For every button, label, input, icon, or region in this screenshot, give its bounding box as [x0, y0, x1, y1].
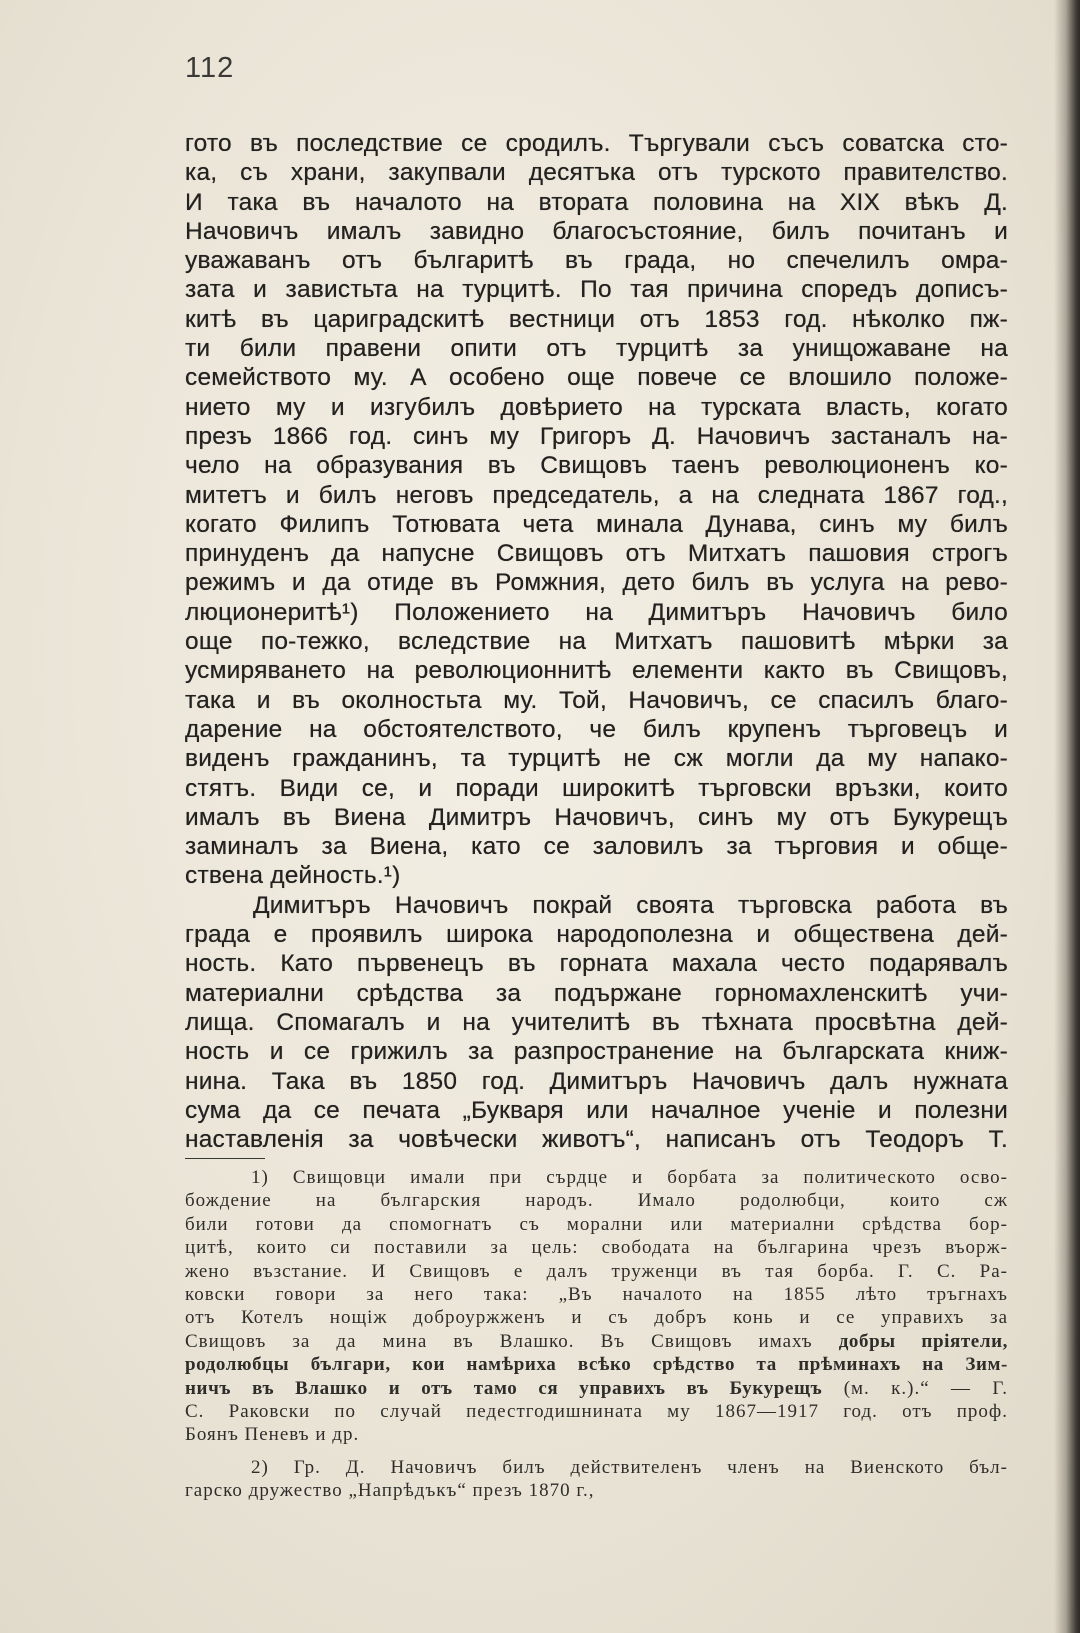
quoted-text: ничъ въ Влашко и отъ тамо ся управихъ въ Букурещъ: [185, 1377, 823, 1399]
body-line: ка, съ храни, закупвали десятъка отъ турското правителство.: [185, 159, 1008, 187]
footnote-line: били готови да спомогнатъ съ морални или материални срѣдства бор-: [185, 1213, 1008, 1235]
body-line: лища. Спомагалъ и на учителитѣ въ тѣхната просвѣтна дей-: [185, 1008, 1008, 1036]
body-line: И така въ началото на втората половина на XIX вѣкъ Д.: [185, 188, 1008, 216]
body-line: ность. Като първенецъ въ горната махала често подарявалъ: [185, 950, 1008, 978]
footnote-line: родолюбцы българи, кои намѣриха всѣко срѣдство та прѣминахъ на Зим-: [185, 1354, 1008, 1376]
footnote-line: цитѣ, които си поставили за цель: свободата на българина чрезъ въорж-: [185, 1237, 1008, 1259]
footnote-2: [185, 1456, 1008, 1503]
body-line: зата и завистьта на турцитѣ. По тая причина споредъ дописъ-: [185, 276, 1008, 304]
footnote-line: жено възстание. И Свищовъ е далъ труженци въ тая борба. Г. С. Ра-: [185, 1260, 1008, 1282]
body-line: принуденъ да напусне Свищовъ отъ Митхатъ пашовия строгъ: [185, 540, 1008, 568]
footnote-line: 1) Свищовци имали при сърдце и борбата за политическото осво-: [251, 1167, 1008, 1188]
footnote-line: Боянъ Пеневъ и др.: [185, 1424, 360, 1446]
body-line: още по-тежко, вследствие на Митхатъ пашовитѣ мѣрки за: [185, 628, 1008, 656]
footnote-text: (м. к.).“ — Г.: [822, 1377, 1008, 1399]
body-line: китѣ въ цариградскитѣ вестници отъ 1853 год. нѣколко пж-: [185, 305, 1008, 333]
body-line: ность и се грижилъ за разпространение на българската книж-: [185, 1038, 1008, 1066]
footnote-line: гарско дружество „Напрѣдъкъ“ презъ 1870 г.,: [185, 1480, 595, 1502]
footnote-line: [185, 1330, 1008, 1353]
body-line: люционеритѣ¹) Положението на Димитъръ Начовичъ било: [185, 598, 1008, 626]
page-edge-shadow: [1054, 0, 1080, 1633]
footnote-line: отъ Котелъ нощіж доброуржженъ и съ добръ конь и се управихъ за: [185, 1307, 1008, 1329]
body-line: гото въ последствие се сродилъ. Търгували съсъ соватска сто-: [185, 130, 1008, 157]
paragraph: [185, 129, 1008, 891]
body-line: нието му и изгубилъ довѣрието на турската власть, когато: [185, 393, 1008, 421]
footnote-line: [185, 1377, 1008, 1400]
footnote-text: Свищовъ за да мина въ Влашко. Въ Свищовъ имахъ: [185, 1330, 839, 1352]
body-line: сума да се печата „Букваря или началное ученіе и полезни: [185, 1096, 1008, 1124]
footnote-line: ковски говори за него така: „Въ началото на 1855 лѣто тръгнахъ: [185, 1283, 1008, 1305]
body-line: виденъ гражданинъ, та турцитѣ не сж могли да му напако-: [185, 745, 1008, 773]
body-line: когато Филипъ Тотювата чета минала Дунава, синъ му билъ: [185, 510, 1008, 538]
body-line: уважаванъ отъ българитѣ въ града, но спечелилъ омра-: [185, 247, 1008, 275]
footnote-rule: [185, 1158, 265, 1159]
body-line: режимъ и да отиде въ Ромжния, дето билъ въ услуга на рево-: [185, 569, 1008, 597]
footnote-line: бождение на българския народъ. Имало родолюбци, които сж: [185, 1190, 1008, 1212]
body-line: митетъ и билъ неговъ председатель, а на следната 1867 год.,: [185, 481, 1008, 509]
body-line: Начовичъ ималъ завидно благосъстояние, билъ почитанъ и: [185, 217, 1008, 245]
body-line: заминалъ за Виена, като се заловилъ за търговия и обще-: [185, 833, 1008, 861]
footnote-line: 2) Гр. Д. Начовичъ билъ действителенъ членъ на Виенското бъл-: [251, 1456, 1008, 1478]
body-line: материални срѣдства за подържане горномахленскитѣ учи-: [185, 979, 1008, 1007]
footnotes: [185, 1166, 1008, 1502]
footnote-line: С. Раковски по случай педестгодишнината му 1867—1917 год. отъ проф.: [185, 1400, 1008, 1422]
page-number: 112: [185, 52, 235, 84]
body-line: наставленія за човѣчески животъ“, написанъ отъ Теодоръ Т.: [185, 1126, 1008, 1154]
body-line: ствена дейность.¹): [185, 862, 401, 890]
body-line: нина. Така въ 1850 год. Димитъръ Начовичъ далъ нужната: [185, 1067, 1008, 1095]
quoted-text: добры пріятели,: [838, 1330, 1008, 1352]
body-line: семейството му. А особено още повече се влошило положе-: [185, 364, 1008, 392]
body-line: презъ 1866 год. синъ му Григоръ Д. Начовичъ застаналъ на-: [185, 422, 1008, 450]
body-line: стятъ. Види се, и поради широкитѣ търговски връзки, които: [185, 774, 1008, 802]
body-line: ималъ въ Виена Димитръ Начовичъ, синъ му отъ Букурещъ: [185, 803, 1008, 831]
body-text: [185, 129, 1008, 1154]
footnote-1: [185, 1166, 1008, 1447]
body-line: дарение на обстоятелството, че билъ крупенъ търговецъ и: [185, 715, 1008, 743]
paragraph: [185, 891, 1008, 1155]
body-line: града е проявилъ широка народополезна и обществена дей-: [185, 921, 1008, 949]
body-line: чело на образувания въ Свищовъ таенъ революционенъ ко-: [185, 452, 1008, 480]
body-line: ти били правени опити отъ турцитѣ за унищожаване на: [185, 335, 1008, 363]
body-line: усмиряването на революционнитѣ елементи както въ Свищовъ,: [185, 657, 1008, 685]
body-line: така и въ околностьта му. Той, Начовичъ, се спасилъ благо-: [185, 686, 1008, 714]
body-line: Димитъръ Начовичъ покрай своята търговска работа въ: [253, 891, 1008, 919]
